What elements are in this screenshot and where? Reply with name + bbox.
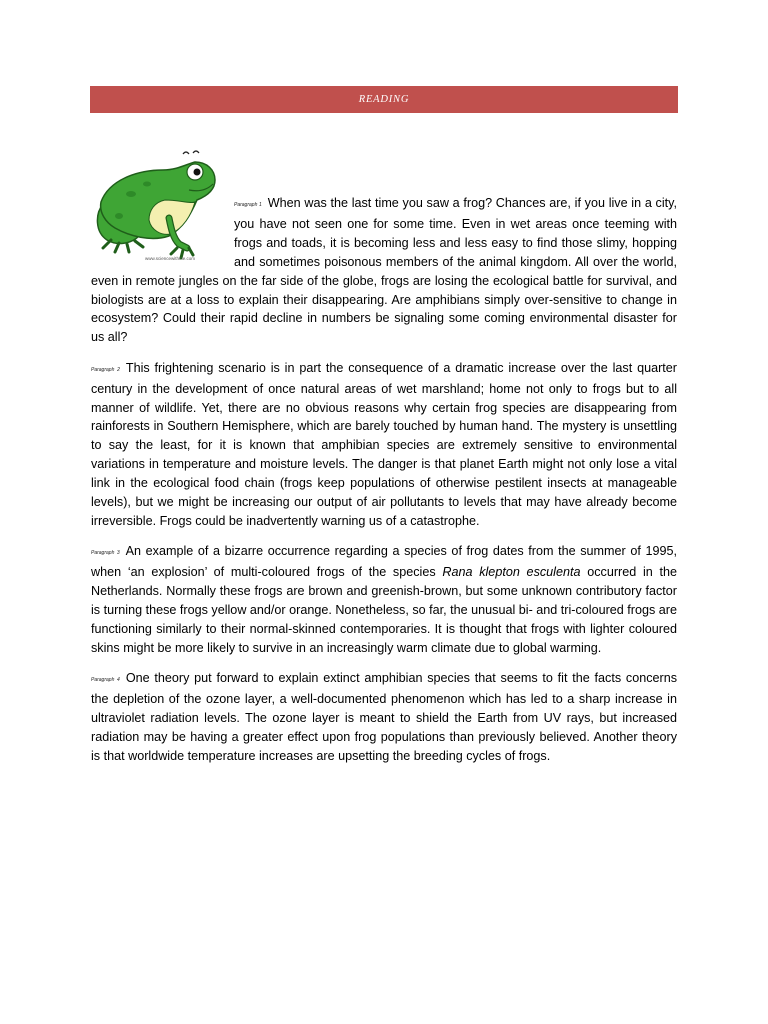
paragraph-label: Paragraph 2	[91, 366, 120, 373]
paragraph-2	[91, 359, 677, 531]
paragraph-label: Paragraph 4	[91, 677, 120, 684]
image-credit: www.sciencewithme.com	[145, 256, 196, 261]
paragraph-3	[91, 542, 677, 657]
header-title: READING	[358, 94, 410, 105]
paragraph-text: One theory put forward to explain extinct amphibian species that seems to fit the facts concerns the depletion of the ozone layer, a well-documented phenomenon which has led to a sharp increase in ultraviolet radiation levels. The ozone layer is meant to shield the Earth from UV rays, but increased radiation may be having a greater effect upon frog populations than previously believed. Another theory is that worldwide temperature increases are upsetting the breeding cycles of frogs.	[91, 671, 677, 763]
paragraph-label: Paragraph 1	[234, 202, 262, 208]
paragraph-text: This frightening scenario is in part the consequence of a dramatic increase over the last quarter century in the development of once natural areas of wet marshland; home not only to frogs but to all manner of wildlife. Yet, there are no obvious reasons why certain frog species are disappearing from rainforests in Southern Hemisphere, which are barely touched by human hand. The mystery is unsettling to say the least, for it is known that amphibian species are extremely sensitive to environmental variations in temperature and moisture levels. The danger is that planet Earth might not only lose a vital link in the ecological food chain (frogs keep populations of otherwise pestilent insects at manageable levels), but we might be increasing our output of air pollutants to levels that may have already become irreversible. Frogs could be inadvertently warning us of a catastrophe.	[91, 360, 677, 528]
paragraph-label: Paragraph 3	[91, 550, 120, 557]
paragraph-text-before: An example of a bizarre occurrence regarding a species of frog dates from the summer of 1995, when ‘an explosion’ of multi-coloured frogs of the species	[91, 544, 677, 580]
paragraph-text-after: occurred in the Netherlands. Normally these frogs are brown and greenish-brown, but some unknown contributory factor is turning these frogs yellow and/or orange. Nonetheless, so far, the unusual bi- and tri-coloured frogs are functioning similarly to their normal-skinned contemporaries. It is thought that frogs with lighter coloured skins might be more likely to survive in an increasingly warm climate due to global warming.	[91, 565, 677, 655]
reading-header-banner	[90, 86, 678, 113]
paragraph-4	[91, 669, 677, 766]
frog-illustration-icon	[91, 144, 226, 262]
reading-passage	[91, 194, 677, 777]
paragraph-text: When was the last time you saw a frog? Chances are, if you live in a city, you have not seen one for some time. Even in wet areas once teeming with frogs and toads, it is becoming less and less easy to find those slimy, hopping and sometimes poisonous members of the animal kingdom. All over the world, even in remote jungles on the far side of the globe, frogs are losing the ecological battle for survival, and biologists are at a loss to explain their disappearing. Are amphibians simply over-sensitive to change in ecosystem? Could their rapid decline in numbers be signaling some coming environmental disaster for us all?	[91, 196, 677, 345]
species-name: Rana klepton esculenta	[442, 565, 581, 580]
